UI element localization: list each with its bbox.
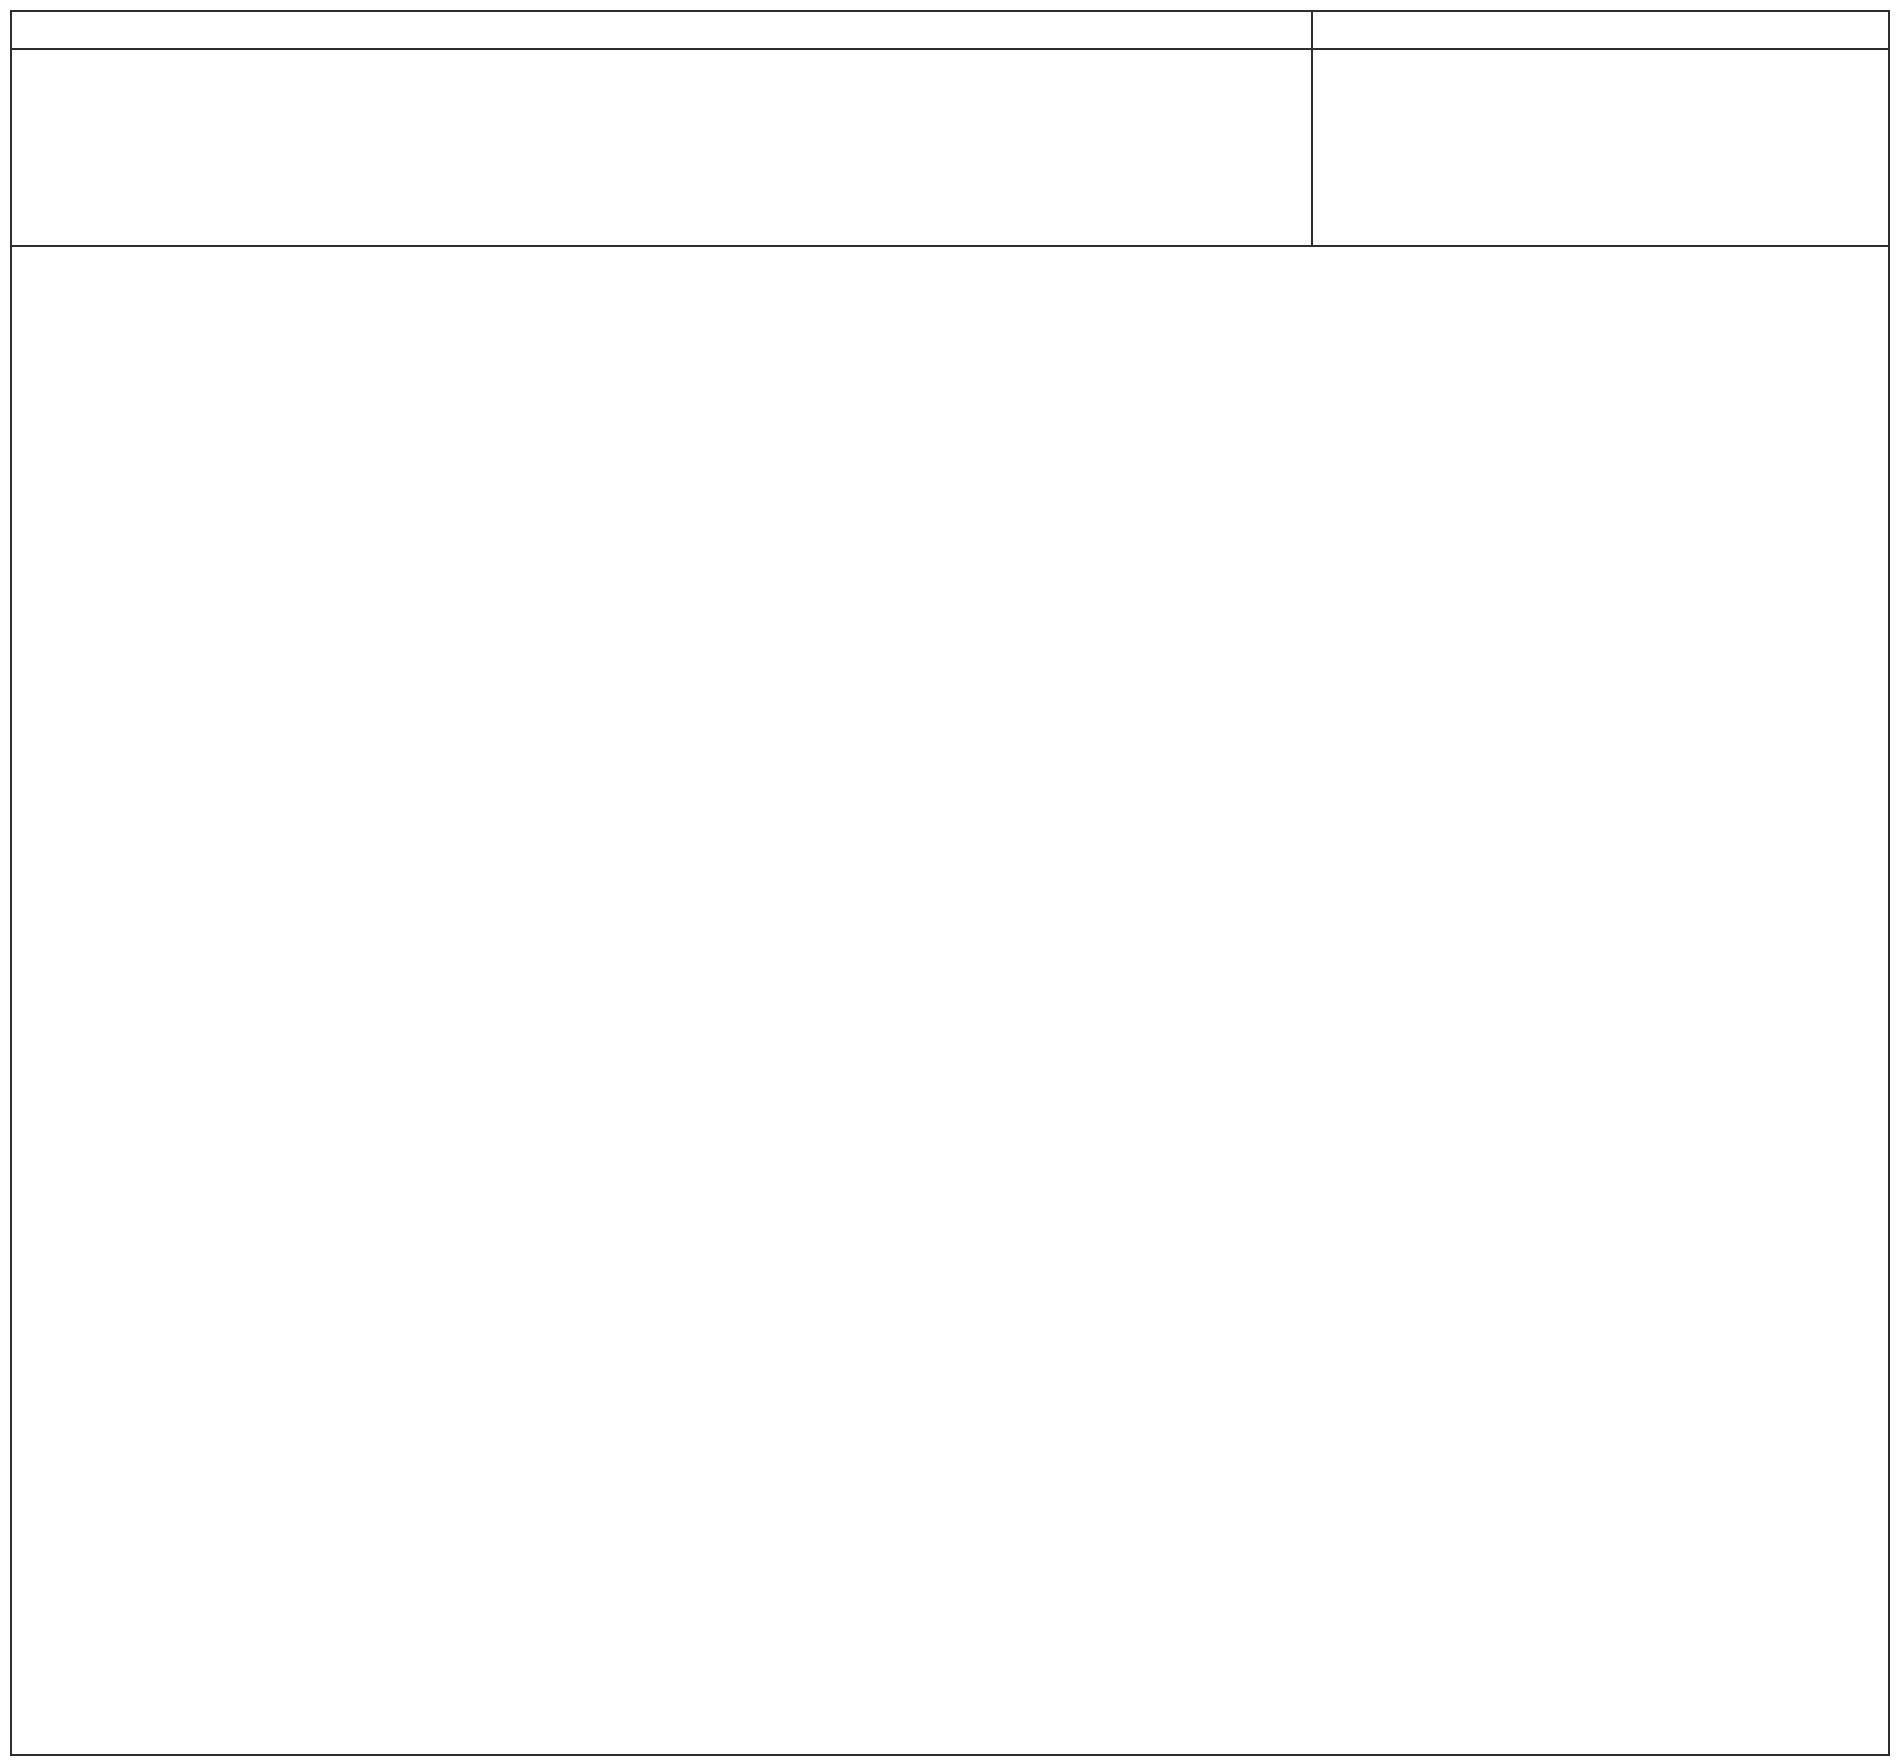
handling-column-header (1313, 12, 1888, 50)
content-column-header (12, 12, 1313, 50)
section-b-intro-text (12, 50, 1313, 247)
curriculum-table (10, 10, 1890, 1756)
empty-diagonal-cell (1313, 50, 1888, 247)
